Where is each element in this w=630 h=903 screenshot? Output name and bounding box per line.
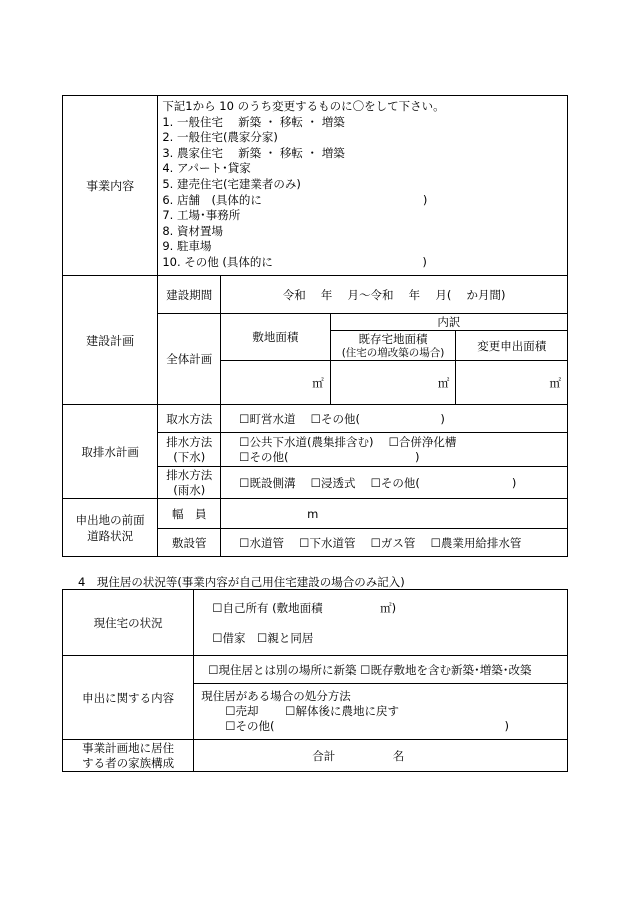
kikan-label: 建設期間 [158,276,221,314]
shobun-option-1[interactable]: ☐売却 ☐解体後に農地に戻す [225,704,399,718]
shikichi-area-field[interactable] [221,361,331,405]
jigyo-option-6[interactable]: 6. 店舗 (具体的に ) [162,192,428,207]
henko-label: 変更申出面積 [456,331,568,361]
section4-heading: 4 現住居の状況等(事業内容が自己用住宅建設の場合のみ記入) [78,575,405,589]
haisui-gesui-label [158,433,221,467]
jigyo-option-8[interactable]: 8. 資材置場 [162,223,223,238]
fusetsu-field[interactable]: ☐水道管 ☐下水道管 ☐ガス管 ☐農業用給排水管 [221,529,568,557]
shobun-title: 現住居がある場合の処分方法 [201,689,351,703]
uchiwake-label: 内訳 [330,314,567,331]
jigyo-option-4[interactable]: 4. アパート･貸家 [162,161,251,176]
shobun-field[interactable] [194,684,568,740]
shobun-option-2[interactable]: ☐その他( ) [225,719,509,733]
residence-table [62,589,568,772]
haisui-usui-field[interactable]: ☐既設側溝 ☐浸透式 ☐その他( ) [221,467,568,499]
unit-m2: ㎡ [312,375,324,390]
genjutaku-owned-option[interactable]: ☐自己所有 (敷地面積 ㎡) [212,600,397,615]
shusui-label: 取排水計画 [63,405,158,499]
kazoku-field[interactable]: 合計 名 [194,740,568,772]
fukuin-field[interactable] [221,499,568,529]
zentai-label: 全体計画 [158,314,221,405]
kazoku-label-line2: する者の家族構成 [82,755,175,770]
project-table [62,95,568,557]
jigyo-option-5[interactable]: 5. 建売住宅(宅建業者のみ) [162,176,301,191]
genjutaku-field[interactable] [194,590,568,656]
jigyo-option-9[interactable]: 9. 駐車場 [162,239,212,254]
jigyo-instruction: 下記1から 10 のうち変更するものに〇をして下さい。 [162,99,445,113]
genjutaku-rent-option[interactable]: ☐借家 ☐親と同居 [212,630,314,645]
shusui-method-label: 取水方法 [158,405,221,433]
haisui-gesui-options-1[interactable]: ☐公共下水道(農集排含む) ☐合併浄化槽 [239,434,457,449]
kizon-area-field[interactable] [330,361,456,405]
haisui-gesui-options-2[interactable]: ☐その他( ) [239,449,420,464]
unit-m2: ㎡ [549,375,561,390]
jigyo-content [158,96,568,276]
jigyo-option-10[interactable]: 10. その他 (具体的に ) [162,254,427,269]
kensetsu-label: 建設計画 [63,276,158,405]
doro-label-line2: 道路状況 [87,528,134,543]
kizon-label: 既存宅地面積 [358,331,428,346]
jigyo-option-7[interactable]: 7. 工場･事務所 [162,208,241,223]
henko-area-field[interactable] [456,361,568,405]
fusetsu-label: 敷設管 [158,529,221,557]
haisui-usui-label [158,467,221,499]
doro-label-line1: 申出地の前面 [75,512,145,527]
jigyo-option-1[interactable]: 1. 一般住宅 新築 ・ 移転 ・ 増築 [162,114,345,129]
haisui-usui-label-line2: (雨水) [173,482,206,497]
unit-m2: ㎡ [437,375,450,390]
shikichi-label: 敷地面積 [221,314,331,361]
jigyo-option-3[interactable]: 3. 農家住宅 新築 ・ 移転 ・ 増築 [162,145,345,160]
haisui-usui-label-line1: 排水方法 [166,467,213,482]
shusui-method-field[interactable]: ☐町営水道 ☐その他( ) [221,405,568,433]
genjutaku-label: 現住宅の状況 [63,590,194,656]
haisui-gesui-label-line2: (下水) [173,449,206,464]
jigyo-option-2[interactable]: 2. 一般住宅(農家分家) [162,130,278,145]
fukuin-label: 幅 員 [158,499,221,529]
doro-label [63,499,158,557]
kazoku-label [63,740,194,772]
moshide-label: 申出に関する内容 [63,656,194,740]
kizon-note: (住宅の増改築の場合) [341,346,445,359]
jigyo-label: 事業内容 [63,96,158,276]
haisui-gesui-label-line1: 排水方法 [166,434,213,449]
kazoku-label-line1: 事業計画地に居住 [82,740,175,755]
kizon-header [330,331,456,361]
fukuin-unit: m [307,506,319,521]
kikan-field[interactable]: 令和 年 月～令和 年 月( か月間) [221,276,568,314]
moshide-options[interactable]: ☐現住居とは別の場所に新築 ☐既存敷地を含む新築･増築･改築 [194,656,568,684]
haisui-gesui-field[interactable] [221,433,568,467]
